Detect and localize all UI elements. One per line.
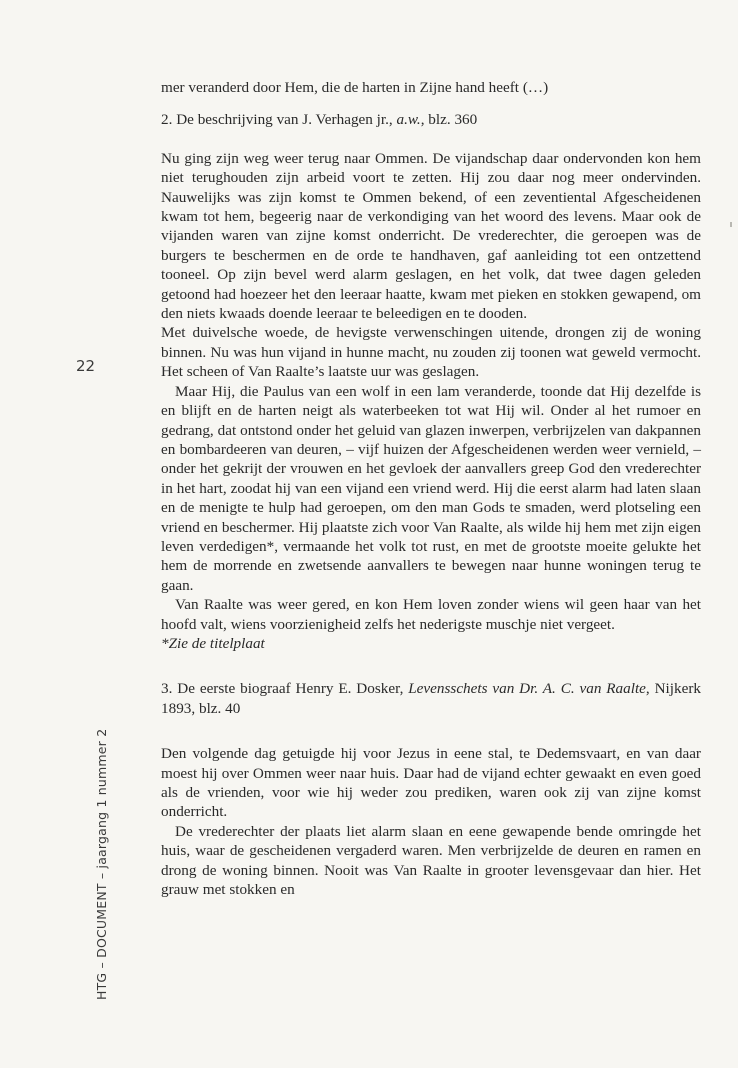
section-heading-2: 2. De beschrijving van J. Verhagen jr., a.w., blz. 360 <box>161 111 478 129</box>
section-heading-3: 3. De eerste biograaf Henry E. Dosker, Levensschets van Dr. A. C. van Raalte, Nijkerk 1893, blz. 40 <box>161 680 701 717</box>
paragraph: De vrederechter der plaats liet alarm slaan en eene gewapende bende omringde het huis, waar de gescheidenen vergaderd waren. Men verbrijzelde de deuren en ramen en drong de woning binnen. Nooit was Van Raalte in grooter levensgevaar dan hier. Het grauw met stokken en <box>161 822 701 899</box>
scan-edge-mark <box>730 222 732 227</box>
paragraph: Van Raalte was weer gered, en kon Hem loven zonder wiens wil geen haar van het hoofd valt, wiens voorzienigheid zelfs het nederigste muschje niet vergeet. <box>161 596 701 633</box>
footnote: *Zie de titelplaat <box>161 634 265 652</box>
paragraph: Den volgende dag getuigde hij voor Jezus in eene stal, te Dedemsvaart, en van daar moest hij over Ommen weer naar huis. Daar had de vijand echter gewaakt en even goed als de vrienden, voor wie hij weder zou prediken, waren ook zij van zijne komst onderricht. <box>161 745 701 821</box>
paragraph: Met duivelsche woede, de hevigste verwenschingen uitende, drongen zij de woning binnen. Nu was hun vijand in hunne macht, nu zouden zij toonen wat geweld vermocht. Het scheen of Van Raalte’s laatste uur was geslagen. <box>161 324 701 381</box>
continuation-paragraph: mer veranderd door Hem, die de harten in Zijne hand heeft (…) <box>161 79 549 96</box>
running-footer: HTG – DOCUMENT – jaargang 1 nummer 2 <box>94 728 109 1000</box>
page-number: 22 <box>76 357 96 375</box>
body-text <box>161 78 701 899</box>
paragraph: Maar Hij, die Paulus van een wolf in een lam veranderde, toonde dat Hij dezelfde is en blijft en de harten neigt als waterbeeken tot wat Hij wil. Onder al het rumoer en gedrang, dat ontstond onder het geluid van glazen inwerpen, verbrijzelen van dakpannen en bombardeeren van deuren, – vijf huizen der Afgescheidenen werden weer vernield, – onder het gekrijt der vrouwen en het gevloek der aanvallers greep God den vrederechter in het hart, zoodat hij van een vijand een vriend werd. Hij die eerst alarm had laten slaan en de menigte te hulp had geroepen, om den man Gods te smaden, werd plotseling een vriend en beschermer. Hij plaatste zich voor Van Raalte, als wilde hij hem met zijn eigen leven verdedigen*, vermaande het volk tot rust, en met de grootste moeite gelukte het hem de morrende en zwetsende aanvallers te bewegen naar hunne woningen terug te gaan. <box>161 382 701 594</box>
paragraph: Nu ging zijn weg weer terug naar Ommen. De vijandschap daar ondervonden kon hem niet terughouden zijn arbeid voort te zetten. Hij zou daar nog meer ondervinden. Nauwelijks was zijn komst te Ommen bekend, of een zeventiental Afgescheidenen kwam tot hem, begeerig naar de verkondiging van het woord des levens. Maar ook de vijanden waren van zijne komst onderricht. De vrederechter, die geroepen was de burgers te beschermen en de orde te handhaven, gaf aanleiding tot een ontzettend tooneel. Op zijn bevel werd alarm geslagen, en het volk, dat twee dagen geleden getoond had hoezeer het den leeraar haatte, kwam met pieken en stokken gewapend, om den niets kwaads doende leeraar te beleedigen en te dooden. <box>161 149 701 323</box>
